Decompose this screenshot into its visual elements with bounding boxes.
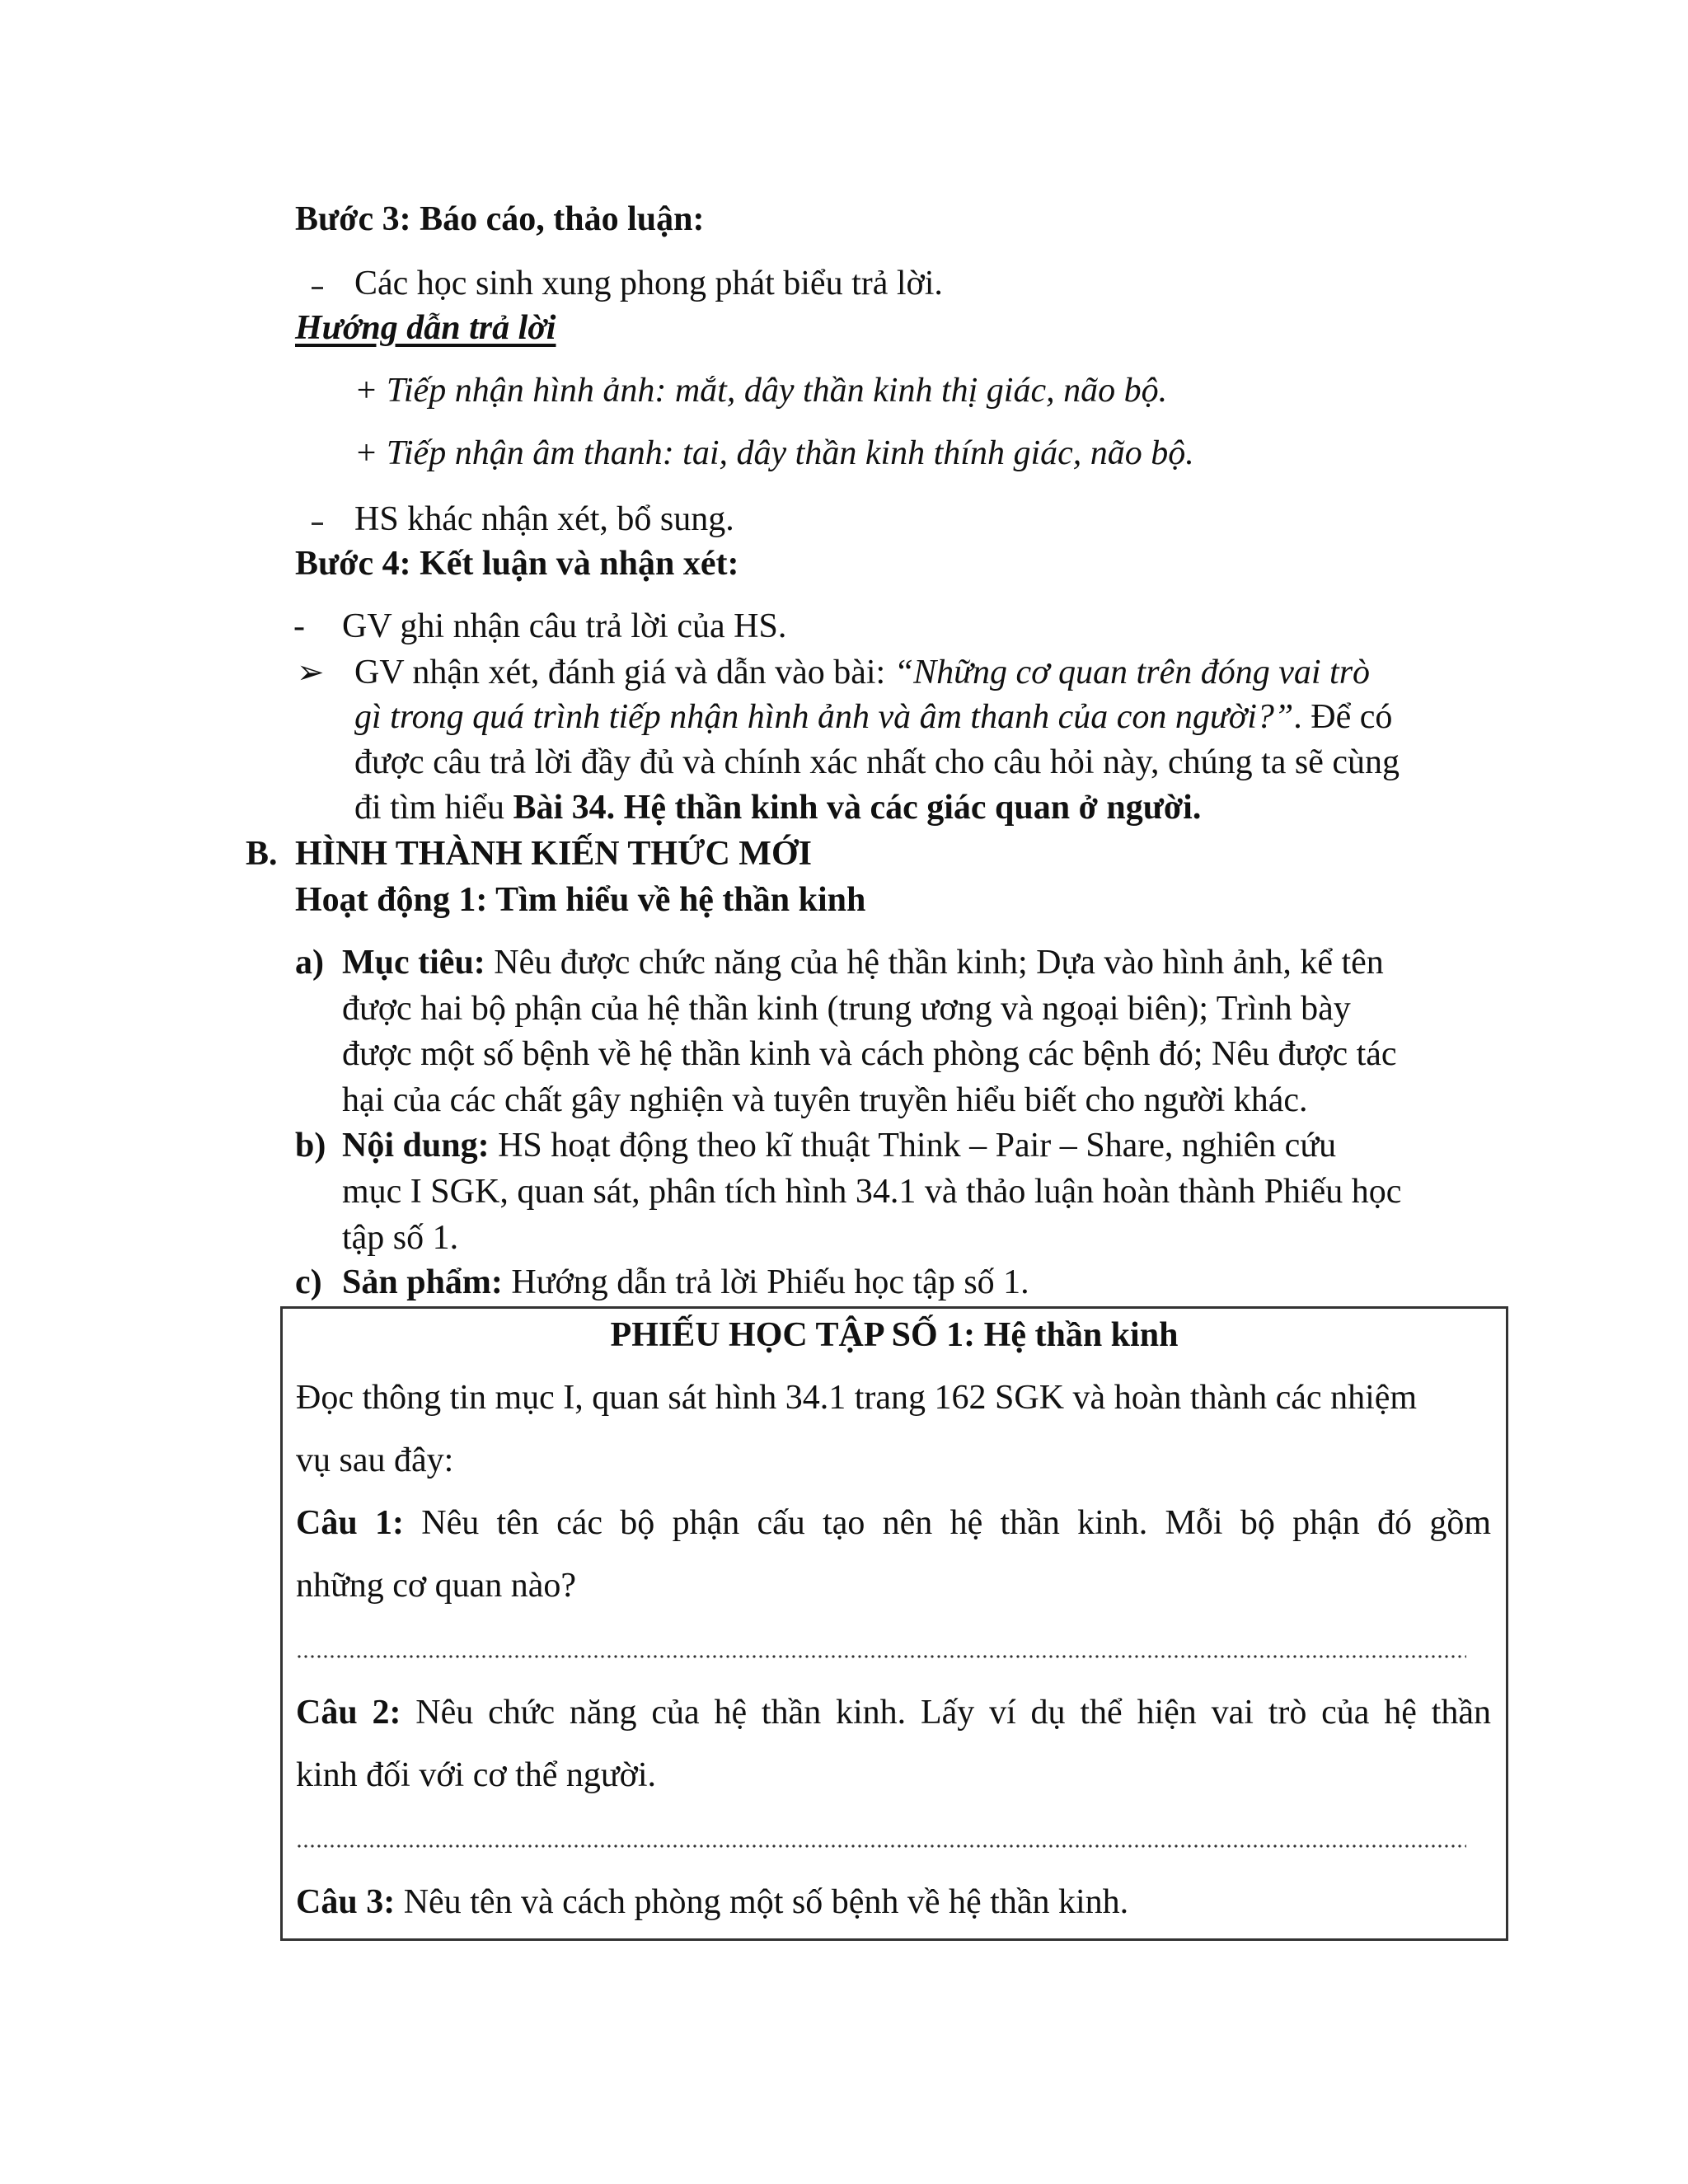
guide-heading: Hướng dẫn trả lời [295, 309, 556, 347]
item-c-line [342, 1259, 1029, 1305]
item-c-label: Sản phẩm: [342, 1263, 503, 1301]
worksheet-intro-line-1: Đọc thông tin mục I, quan sát hình 34.1 trang 162 SGK và hoàn thành các nhiệm [296, 1379, 1418, 1417]
question-2-text: Nêu chức năng của hệ thần kinh. Lấy ví dụ thể hiện vai trò của hệ thần [401, 1694, 1491, 1732]
step4-item-2-line-2 [354, 694, 1392, 740]
item-b-label: Nội dung: [342, 1127, 490, 1165]
step3-item-1: Các học sinh xung phong phát biểu trả lời. [354, 265, 943, 302]
item-a-line-3: được một số bệnh về hệ thần kinh và cách phòng các bệnh đó; Nêu được tác [342, 1035, 1397, 1073]
item-b-line-1 [342, 1122, 1336, 1169]
step4-item-2-line-1 [354, 649, 1370, 696]
item-b-line-2: mục I SGK, quan sát, phân tích hình 34.1 và thảo luận hoàn thành Phiếu học [342, 1173, 1402, 1211]
step4-item-2-quote-cont: gì trong quá trình tiếp nhận hình ảnh và âm thanh của con người?” [354, 698, 1294, 736]
bullet-dash [312, 523, 323, 525]
guide-line-2: + Tiếp nhận âm thanh: tai, dây thần kinh thính giác, não bộ. [354, 434, 1194, 472]
worksheet-box [280, 1306, 1508, 1941]
worksheet-intro-line-2: vụ sau đây: [296, 1441, 454, 1479]
bullet-hyphen: - [293, 607, 305, 645]
question-2-line-1 [296, 1690, 1491, 1736]
question-1-text: Nêu tên các bộ phận cấu tạo nên hệ thần kinh. Mỗi bộ phận đó gồm [403, 1504, 1491, 1542]
step4-heading: Bước 4: Kết luận và nhận xét: [295, 545, 739, 583]
item-a-marker: a) [295, 944, 324, 982]
step4-item-2-prefix-2: đi tìm hiểu [354, 789, 513, 827]
step4-item-2-prefix: GV nhận xét, đánh giá và dẫn vào bài: [354, 654, 894, 691]
step4-item-2-line-4 [354, 785, 1201, 831]
section-b-title: HÌNH THÀNH KIẾN THỨC MỚI [295, 835, 812, 873]
item-a-label: Mục tiêu: [342, 944, 485, 982]
question-3-text: Nêu tên và cách phòng một số bệnh về hệ thần kinh. [395, 1883, 1129, 1921]
item-b-marker: b) [295, 1127, 326, 1165]
step4-item-2-line-3: được câu trả lời đầy đủ và chính xác nhất cho câu hỏi này, chúng ta sẽ cùng [354, 743, 1400, 781]
item-a-text: Nêu được chức năng của hệ thần kinh; Dựa vào hình ảnh, kể tên [485, 944, 1384, 982]
arrow-bullet-icon: ➢ [297, 654, 325, 691]
item-a-line-2: được hai bộ phận của hệ thần kinh (trung ương và ngoại biên); Trình bày [342, 990, 1351, 1028]
question-1-line-2: những cơ quan nào? [296, 1567, 577, 1605]
item-a-line-1 [342, 940, 1384, 986]
question-3-line-1 [296, 1879, 1128, 1925]
bullet-dash [312, 287, 323, 289]
step4-item-1: GV ghi nhận câu trả lời của HS. [342, 607, 787, 645]
answer-line-2 [296, 1844, 1466, 1848]
activity-1-heading: Hoạt động 1: Tìm hiểu về hệ thần kinh [295, 881, 866, 919]
worksheet-title: PHIẾU HỌC TẬP SỐ 1: Hệ thần kinh [610, 1316, 1179, 1354]
section-b-marker: B. [246, 835, 278, 873]
question-3-label: Câu 3: [296, 1883, 396, 1921]
question-2-line-2: kinh đối với cơ thể người. [296, 1756, 657, 1794]
item-b-line-3: tập số 1. [342, 1219, 459, 1257]
step4-item-2-after: . Để có [1293, 698, 1393, 736]
step3-heading: Bước 3: Báo cáo, thảo luận: [295, 200, 705, 238]
guide-line-1: + Tiếp nhận hình ảnh: mắt, dây thần kinh thị giác, não bộ. [354, 372, 1168, 410]
step4-item-2-quote: “Những cơ quan trên đóng vai trò [893, 654, 1371, 691]
item-b-text: HS hoạt động theo kĩ thuật Think – Pair – Share, nghiên cứu [489, 1127, 1337, 1165]
lesson-title: Bài 34. Hệ thần kinh và các giác quan ở người. [513, 789, 1202, 827]
answer-line-1 [296, 1655, 1466, 1658]
step3-item-2: HS khác nhận xét, bổ sung. [354, 500, 734, 538]
item-a-line-4: hại của các chất gây nghiện và tuyên truyền hiểu biết cho người khác. [342, 1081, 1308, 1119]
item-c-text: Hướng dẫn trả lời Phiếu học tập số 1. [502, 1263, 1029, 1301]
question-1-line-1 [296, 1500, 1491, 1546]
item-c-marker: c) [295, 1263, 322, 1301]
question-2-label: Câu 2: [296, 1694, 401, 1732]
question-1-label: Câu 1: [296, 1504, 404, 1542]
